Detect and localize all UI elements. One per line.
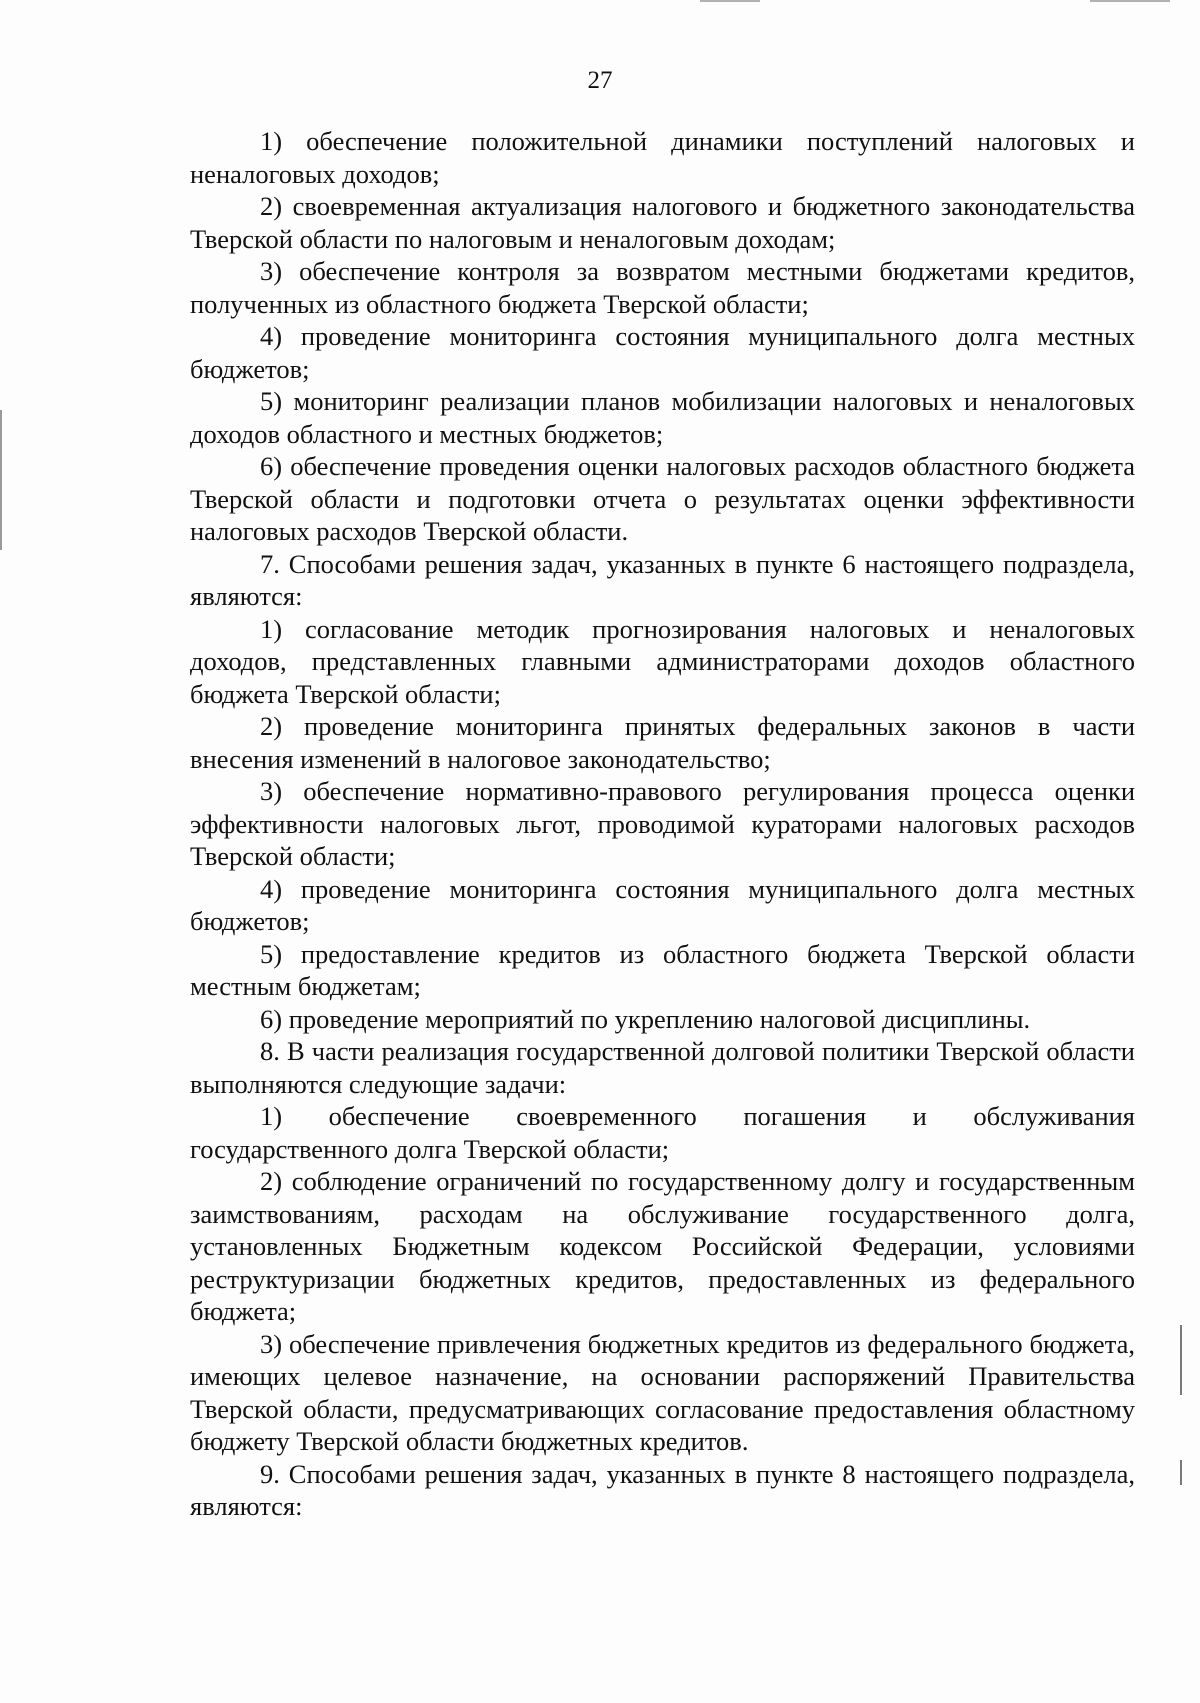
paragraph-8-3: 3) обеспечение привлечения бюджетных кредитов из федерального бюджета, имеющих целевое назначение, на основании распоряжений Правительства Тверской области, предусматривающих согласование предоставления областному бюджету Тверской области бюджетных кредитов. — [190, 1328, 1135, 1456]
paragraph-1-1: 1) обеспечение положительной динамики поступлений налоговых и неналоговых доходов; — [190, 126, 1135, 189]
paragraph-1-3: 3) обеспечение контроля за возвратом местными бюджетами кредитов, полученных из областного бюджета Тверской области; — [190, 256, 1135, 319]
page-number: 27 — [587, 67, 613, 94]
scan-artifact — [1090, 0, 1170, 2]
paragraph-1-5: 5) мониторинг реализации планов мобилизации налоговых и неналоговых доходов областного и местных бюджетов; — [190, 386, 1135, 449]
paragraph-7-6: 6) проведение мероприятий по укреплению налоговой дисциплины. — [260, 1003, 1031, 1034]
scan-artifact — [1180, 1325, 1182, 1395]
paragraph-section-9: 9. Способами решения задач, указанных в пункте 8 настоящего подраздела, являются: — [190, 1458, 1135, 1521]
scan-artifact — [0, 410, 2, 550]
paragraph-1-2: 2) своевременная актуализация налогового и бюджетного законодательства Тверской области по налоговым и неналоговым доходам; — [190, 191, 1135, 254]
paragraph-7-4: 4) проведение мониторинга состояния муниципального долга местных бюджетов; — [190, 873, 1135, 936]
paragraph-section-7: 7. Способами решения задач, указанных в пункте 6 настоящего подраздела, являются: — [190, 548, 1135, 611]
scan-artifact — [700, 0, 760, 2]
paragraph-1-4: 4) проведение мониторинга состояния муниципального долга местных бюджетов; — [190, 321, 1135, 384]
paragraph-section-8: 8. В части реализация государственной долговой политики Тверской области выполняются следующие задачи: — [190, 1036, 1135, 1099]
paragraph-8-2: 2) соблюдение ограничений по государственному долгу и государственным заимствованиям, расходам на обслуживание государственного долга, установленных Бюджетным кодексом Российской Федерации, условиями реструктуризации бюджетных кредитов, предоставленных из федерального бюджета; — [190, 1166, 1135, 1326]
paragraph-7-3: 3) обеспечение нормативно-правового регулирования процесса оценки эффективности налоговых льгот, проводимой кураторами налоговых расходов Тверской области; — [190, 776, 1135, 871]
paragraph-7-5: 5) предоставление кредитов из областного бюджета Тверской области местным бюджетам; — [190, 938, 1135, 1001]
paragraph-7-2: 2) проведение мониторинга принятых федеральных законов в части внесения изменений в налоговое законодательство; — [190, 711, 1135, 774]
paragraph-1-6: 6) обеспечение проведения оценки налоговых расходов областного бюджета Тверской области и подготовки отчета о результатах оценки эффективности налоговых расходов Тверской области. — [190, 451, 1135, 546]
paragraph-7-1: 1) согласование методик прогнозирования налоговых и неналоговых доходов, представленных главными администраторами доходов областного бюджета Тверской области; — [190, 613, 1135, 709]
paragraph-8-1: 1) обеспечение своевременного погашения и обслуживания государственного долга Тверской области; — [190, 1101, 1135, 1164]
scan-artifact — [1180, 1460, 1182, 1485]
document-body — [190, 125, 1135, 1523]
